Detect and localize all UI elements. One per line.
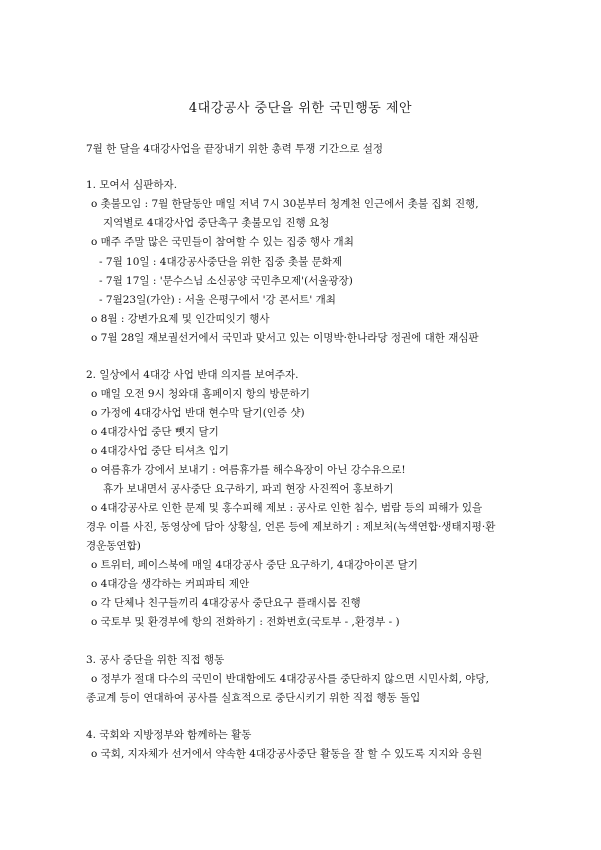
section-2-line: o 4대강공사로 인한 문제 및 홍수피해 제보 : 공사로 인한 침수, 범람 등의 피해가 있을 (91, 502, 483, 514)
document-title: 4대강공사 중단을 위한 국민행동 제안 (188, 101, 413, 116)
section-2-line: 휴가 보내면서 공사중단 요구하기, 파괴 현장 사진찍어 홍보하기 (103, 483, 394, 495)
section-1-line: - 7월23일(가안) : 서울 은평구에서 '강 콘서트' 개최 (99, 294, 336, 306)
section-2-line: o 4대강사업 중단 티셔츠 입기 (91, 445, 229, 457)
section-3-line: 종교계 등이 연대하여 공사를 실효적으로 중단시키기 위한 직접 행동 돌입 (86, 692, 421, 704)
section-1-line: o 매주 주말 많은 국민들이 참여할 수 있는 집중 행사 개최 (91, 236, 354, 248)
document-subtitle: 7월 한 달을 4대강사업을 끝장내기 위한 총력 투쟁 기간으로 설정 (86, 143, 383, 155)
section-3-line: o 정부가 절대 다수의 국민이 반대함에도 4대강공사를 중단하지 않으면 시민사회, 야당, (91, 673, 489, 685)
section-2-heading: 2. 일상에서 4대강 사업 반대 의지를 보여주자. (86, 369, 299, 381)
section-2-line: o 여름휴가 강에서 보내기 : 여름휴가를 해수욕장이 아닌 강수유으로! (91, 464, 406, 476)
section-2-line: 경운동연합) (86, 540, 141, 552)
section-1-line: o 7월 28일 재보궐선거에서 국민과 맞서고 있는 이명박·한나라당 정권에 대한 재심판 (91, 332, 479, 344)
section-2-line: o 매일 오전 9시 청와대 홈페이지 항의 방문하기 (91, 388, 310, 400)
section-1-line: o 8월 : 강변가요제 및 인간띠잇기 행사 (91, 313, 270, 325)
section-2-line: o 4대강을 생각하는 커피파티 제안 (91, 578, 250, 590)
section-3-heading: 3. 공사 중단을 위한 직접 행동 (86, 654, 225, 666)
section-4-line: o 국회, 지자체가 선거에서 약속한 4대강공사중단 활동을 잘 할 수 있도록 지지와 응원 (91, 748, 483, 760)
section-1-line: - 7월 10일 : 4대강공사중단을 위한 집중 촛불 문화제 (99, 256, 343, 268)
section-2-line: o 트위터, 페이스북에 매일 4대강공사 중단 요구하기, 4대강아이콘 달기 (91, 559, 418, 571)
section-2-line: o 4대강사업 중단 뺏지 달기 (91, 426, 219, 438)
section-2-line: 경우 이를 사진, 동영상에 담아 상황실, 언론 등에 제보하기 : 제보처(녹색연합·생태지평·환 (86, 521, 496, 533)
section-2-line: o 국토부 및 환경부에 항의 전화하기 : 전화번호(국토부 - ,환경부 - ) (91, 616, 400, 628)
section-1-line: - 7월 17일 : '문수스님 소신공양 국민추모제'(서울광장) (99, 275, 353, 287)
section-1-heading: 1. 모여서 심판하자. (86, 179, 178, 191)
section-2-line: o 가정에 4대강사업 반대 현수막 달기(인증 샷) (91, 407, 305, 419)
section-1-line: 지역별로 4대강사업 중단촉구 촛불모임 진행 요청 (103, 217, 330, 229)
section-2-line: o 각 단체나 친구들끼리 4대강공사 중단요구 플래시몹 진행 (91, 597, 361, 609)
section-1-line: o 촛불모임 : 7월 한달동안 매일 저녁 7시 30분부터 청계천 인근에서 촛불 집회 진행, (91, 198, 479, 210)
section-4-heading: 4. 국회와 지방정부와 함께하는 활동 (86, 729, 252, 741)
